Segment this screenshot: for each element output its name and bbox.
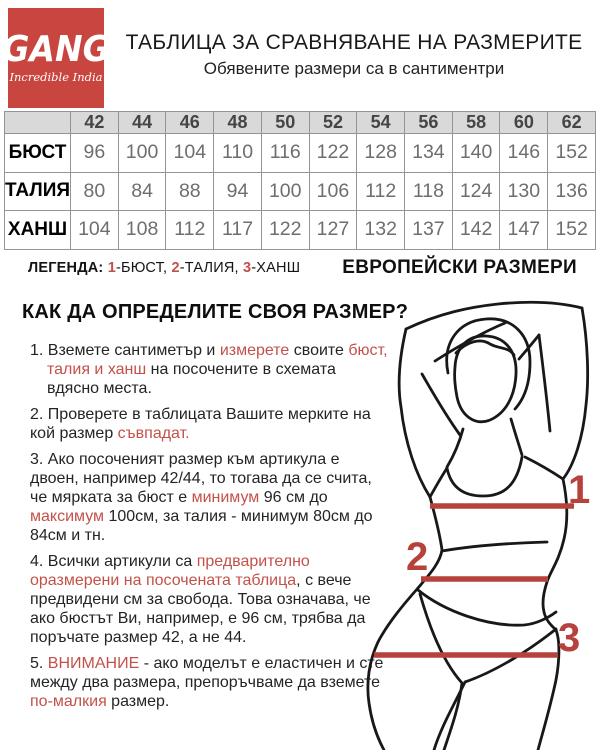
step-text-segment: ВНИМАНИЕ bbox=[47, 655, 140, 672]
step-text-segment: измерете bbox=[219, 342, 290, 359]
size-value-cell: 147 bbox=[500, 211, 548, 250]
size-value-cell: 108 bbox=[118, 211, 166, 250]
size-column-header: 60 bbox=[500, 112, 548, 134]
step-text-segment: , с вече предвидени см за свобода. Това означава, че ако бюстът Ви, например, е 96 см, трябва да поръчате размер 42, а не 44. bbox=[30, 572, 371, 646]
step-text-segment: 96 см до bbox=[259, 489, 328, 506]
european-sizes-title: ЕВРОПЕЙСКИ РАЗМЕРИ bbox=[342, 257, 577, 278]
left-arm-outer bbox=[399, 329, 430, 497]
guide-steps bbox=[30, 341, 392, 718]
size-value-cell: 122 bbox=[261, 211, 309, 250]
size-value-cell: 118 bbox=[405, 172, 453, 211]
step-text-segment: Ако посоченият размер към артикула е двоен, например 42/44, то тогава да се счита, че мярката за бюст е bbox=[30, 451, 372, 506]
guide-step bbox=[30, 654, 392, 711]
size-column-header: 56 bbox=[405, 112, 453, 134]
panty-waistband bbox=[418, 590, 556, 625]
size-value-cell: 116 bbox=[261, 134, 309, 173]
bra-neckline bbox=[447, 457, 522, 496]
size-header-row bbox=[5, 112, 596, 134]
legend-item-number: 3 bbox=[243, 260, 252, 276]
step-text-segment: на посочените в схемата вдясно места. bbox=[47, 361, 336, 397]
left-shoulder bbox=[430, 468, 447, 497]
measurement-row-label: БЮСТ bbox=[5, 134, 71, 173]
neck-right bbox=[511, 419, 522, 455]
brand-tagline: Incredible India bbox=[9, 70, 103, 84]
size-value-cell: 112 bbox=[357, 172, 405, 211]
panty-leg-right bbox=[434, 629, 556, 750]
guide-heading: КАК ДА ОПРЕДЕЛИТЕ СВОЯ РАЗМЕР? bbox=[22, 301, 409, 323]
body-figure-svg bbox=[356, 297, 600, 750]
page-title: ТАБЛИЦА ЗА СРАВНЯВАНЕ НА РАЗМЕРИТЕ bbox=[125, 31, 583, 54]
step-text-segment: съвпадат. bbox=[117, 425, 190, 442]
size-value-cell: 104 bbox=[166, 134, 214, 173]
guide-step bbox=[30, 405, 392, 443]
size-column-header: 46 bbox=[166, 112, 214, 134]
size-table bbox=[4, 111, 596, 250]
size-column-header: 54 bbox=[357, 112, 405, 134]
page-header bbox=[118, 31, 590, 79]
size-value-cell: 124 bbox=[452, 172, 500, 211]
size-value-cell: 127 bbox=[309, 211, 357, 250]
step-text-segment: размер. bbox=[106, 693, 170, 710]
hips-marker-label: 3 bbox=[558, 616, 581, 660]
step-number: 2. bbox=[30, 406, 48, 423]
size-table-corner-cell bbox=[5, 112, 71, 134]
step-text-segment: бюст, талия и ханш bbox=[47, 342, 388, 378]
belly-fold bbox=[442, 542, 547, 551]
step-text-segment: предварително оразмерени на посочената таблица bbox=[30, 553, 310, 589]
size-column-header: 44 bbox=[118, 112, 166, 134]
size-value-cell: 104 bbox=[71, 211, 119, 250]
size-value-cell: 137 bbox=[405, 211, 453, 250]
step-text-segment: Всички артикули са bbox=[47, 553, 197, 570]
step-text-segment: Вземете сантиметър и bbox=[47, 342, 220, 359]
legend-label: ЛЕГЕНДА: bbox=[28, 260, 104, 276]
size-value-cell: 128 bbox=[357, 134, 405, 173]
guide-step bbox=[30, 552, 392, 647]
legend-items bbox=[108, 260, 301, 276]
brand-logo bbox=[2, 8, 110, 108]
step-number: 5. bbox=[30, 655, 48, 672]
legend bbox=[28, 260, 300, 276]
neck-left bbox=[447, 429, 463, 467]
right-forearm-inner bbox=[539, 335, 550, 431]
size-value-cell: 140 bbox=[452, 134, 500, 173]
legend-item-number: 2 bbox=[171, 260, 180, 276]
size-column-header: 58 bbox=[452, 112, 500, 134]
legend-item-text: -ХАНШ bbox=[251, 260, 301, 276]
right-torso bbox=[543, 479, 567, 630]
size-value-cell: 136 bbox=[548, 172, 596, 211]
guide-step bbox=[30, 341, 392, 398]
figure-drawing bbox=[368, 302, 591, 750]
measurement-row-label: ТАЛИЯ bbox=[5, 172, 71, 211]
step-text-segment: - ако моделът е еластичен и сте между два размера, препоръчваме да вземете bbox=[30, 655, 384, 691]
size-value-cell: 152 bbox=[548, 211, 596, 250]
measurement-row-label: ХАНШ bbox=[5, 211, 71, 250]
right-thigh bbox=[538, 630, 559, 750]
size-value-cell: 146 bbox=[500, 134, 548, 173]
size-value-cell: 132 bbox=[357, 211, 405, 250]
size-value-cell: 100 bbox=[261, 172, 309, 211]
step-text-segment: Проверете в таблицата Вашите мерките на кой размер bbox=[30, 406, 371, 442]
size-value-cell: 96 bbox=[71, 134, 119, 173]
size-column-header: 50 bbox=[261, 112, 309, 134]
step-text-segment: минимум bbox=[191, 489, 260, 506]
step-text-segment: своите bbox=[289, 342, 349, 359]
size-column-header: 42 bbox=[71, 112, 119, 134]
measurement-row bbox=[5, 134, 596, 173]
size-value-cell: 94 bbox=[214, 172, 262, 211]
size-value-cell: 84 bbox=[118, 172, 166, 211]
step-text-segment: по-малкия bbox=[30, 693, 107, 710]
size-value-cell: 152 bbox=[548, 134, 596, 173]
legend-item-number: 1 bbox=[107, 260, 116, 276]
size-value-cell: 80 bbox=[71, 172, 119, 211]
waist-marker-label: 2 bbox=[406, 535, 429, 579]
size-value-cell: 134 bbox=[405, 134, 453, 173]
size-value-cell: 122 bbox=[309, 134, 357, 173]
size-value-cell: 110 bbox=[214, 134, 262, 173]
size-value-cell: 112 bbox=[166, 211, 214, 250]
measurement-row bbox=[5, 211, 596, 250]
step-number: 3. bbox=[30, 451, 48, 468]
page-subtitle: Обявените размери са в сантиментри bbox=[203, 59, 505, 79]
bust-marker-label: 1 bbox=[568, 468, 591, 512]
size-value-cell: 130 bbox=[500, 172, 548, 211]
left-hip-thigh bbox=[368, 588, 418, 750]
measurement-row bbox=[5, 172, 596, 211]
guide-step bbox=[30, 450, 392, 545]
step-number: 1. bbox=[30, 342, 48, 359]
legend-item-text: -БЮСТ, bbox=[115, 260, 172, 276]
right-arm-outer bbox=[563, 308, 588, 479]
size-value-cell: 142 bbox=[452, 211, 500, 250]
legend-row bbox=[28, 254, 577, 282]
step-number: 4. bbox=[30, 553, 48, 570]
size-value-cell: 100 bbox=[118, 134, 166, 173]
step-text-segment: 100см, за талия - минимум 80см до 84см и тн. bbox=[30, 508, 373, 544]
arms-top-contour bbox=[406, 302, 582, 329]
size-column-header: 52 bbox=[309, 112, 357, 134]
size-value-cell: 117 bbox=[214, 211, 262, 250]
size-column-header: 48 bbox=[214, 112, 262, 134]
body-figure bbox=[356, 297, 600, 750]
panty-leg-left bbox=[420, 594, 462, 750]
step-text-segment: максимум bbox=[30, 508, 105, 525]
hair-outline bbox=[447, 319, 530, 409]
size-value-cell: 106 bbox=[309, 172, 357, 211]
brand-name: GANG bbox=[2, 27, 110, 70]
right-shoulder bbox=[525, 457, 563, 479]
size-value-cell: 88 bbox=[166, 172, 214, 211]
size-column-header: 62 bbox=[548, 112, 596, 134]
legend-item-text: -ТАЛИЯ, bbox=[179, 260, 244, 276]
